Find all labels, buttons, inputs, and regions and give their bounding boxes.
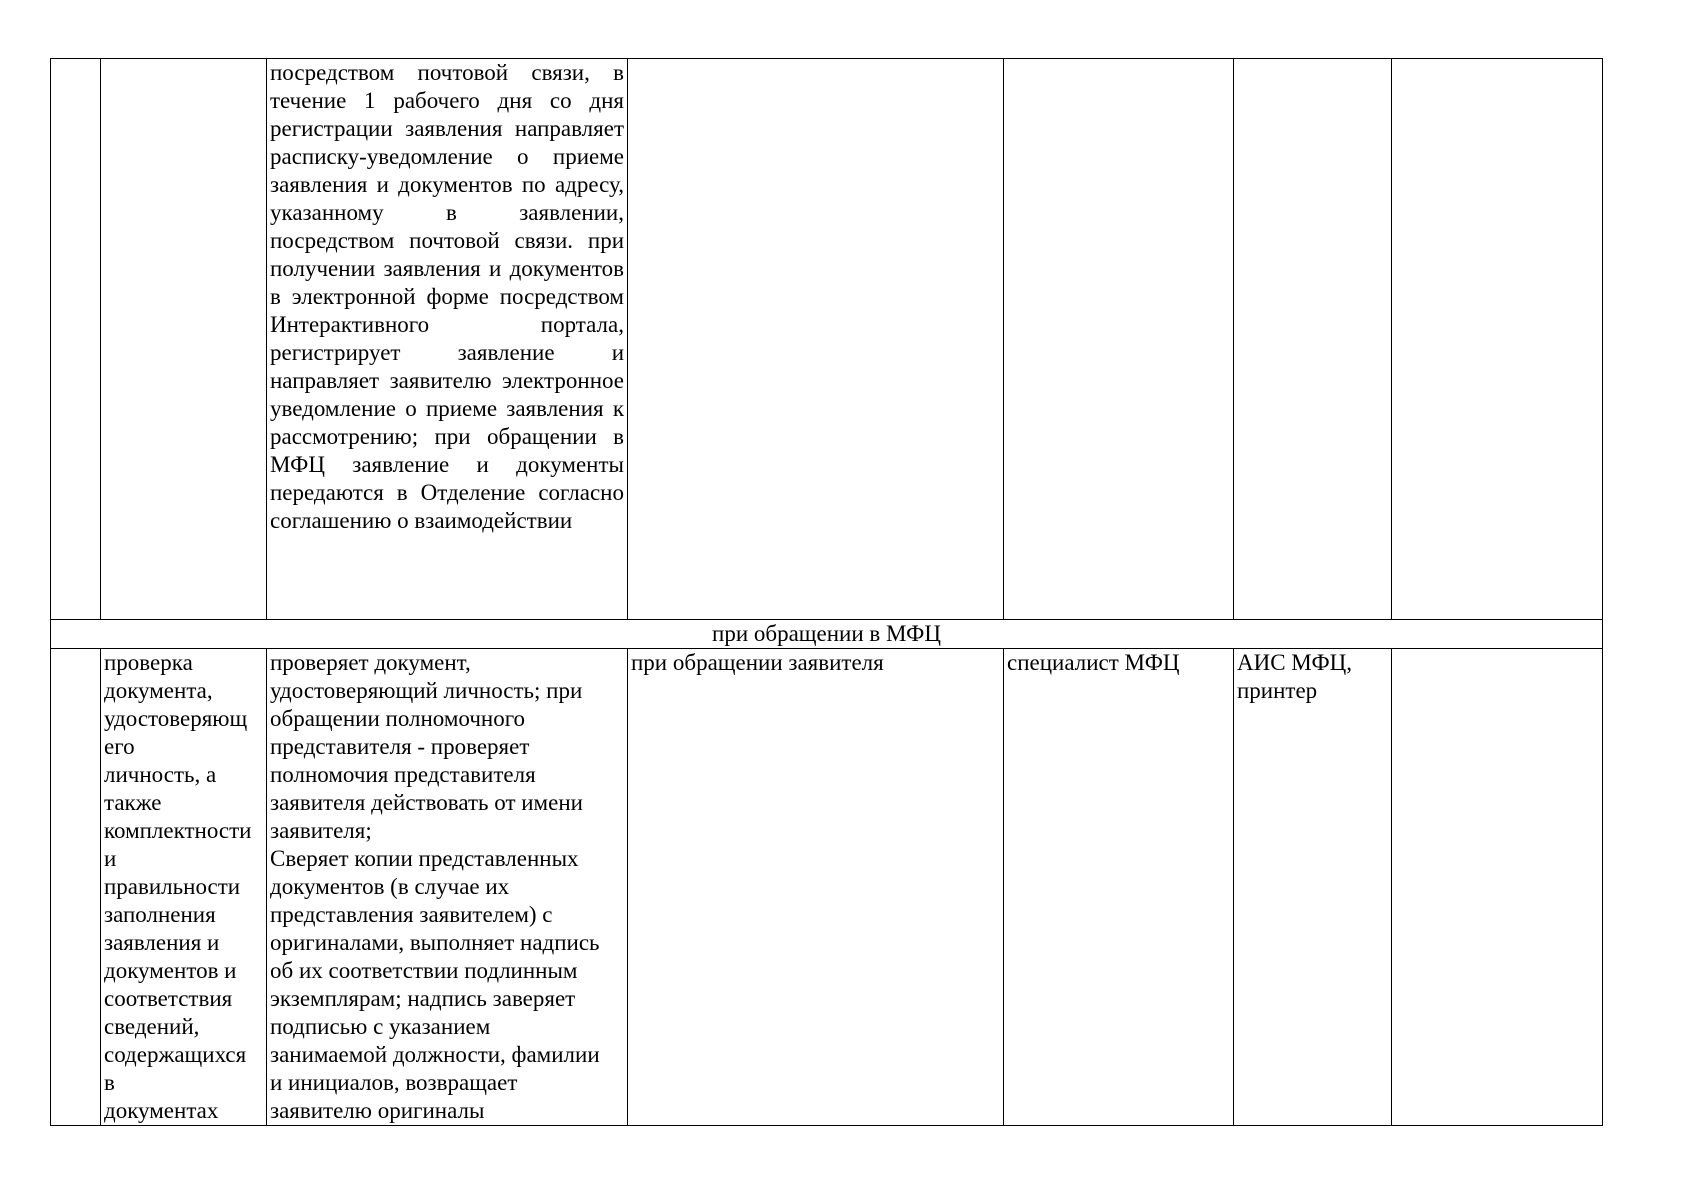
cell-resources (1234, 59, 1392, 620)
section-title: при обращении в МФЦ (51, 620, 1603, 649)
cell-procedure-name (101, 59, 267, 620)
cell-procedure-description: посредством почтовой связи, в течение 1 рабочего дня со дня регистрации заявления направляет расписку-уведомление о приеме заявления и документов по адресу, указанному в заявлении, посредством почтовой связи. при получении заявления и документов в электронной форме посредством Интерактивного портала, регистрирует заявление и направляет заявителю электронное уведомление о приеме заявления к рассмотрению; при обращении в МФЦ заявление и документы передаются в Отделение согласно соглашению о взаимодействии (267, 59, 628, 620)
cell-executor: специалист МФЦ (1004, 649, 1234, 1126)
procedure-table (50, 58, 1603, 1126)
cell-executor (1004, 59, 1234, 620)
cell-forms (1392, 649, 1603, 1126)
cell-procedure-description: проверяет документ, удостоверяющий личность; при обращении полномочного представителя - проверяет полномочия представителя заявителя действовать от имени заявителя; Сверяет копии представленных документов (в случае их представления заявителем) с оригиналами, выполняет надпись об их соответствии подлинным экземплярам; надпись заверяет подписью с указанием занимаемой должности, фамилии и инициалов, возвращает заявителю оригиналы (267, 649, 628, 1126)
table-row-section (51, 620, 1603, 649)
table-row-continued (51, 59, 1603, 620)
cell-timing: при обращении заявителя (628, 649, 1004, 1126)
cell-number (51, 59, 101, 620)
cell-number (51, 649, 101, 1126)
cell-forms (1392, 59, 1603, 620)
table-row-mfc (51, 649, 1603, 1126)
cell-timing (628, 59, 1004, 620)
cell-resources: АИС МФЦ, принтер (1234, 649, 1392, 1126)
cell-procedure-name: проверка документа, удостоверяющ его личность, а также комплектности и правильности заполнения заявления и документов и соответствия сведений, содержащихся в документах (101, 649, 267, 1126)
